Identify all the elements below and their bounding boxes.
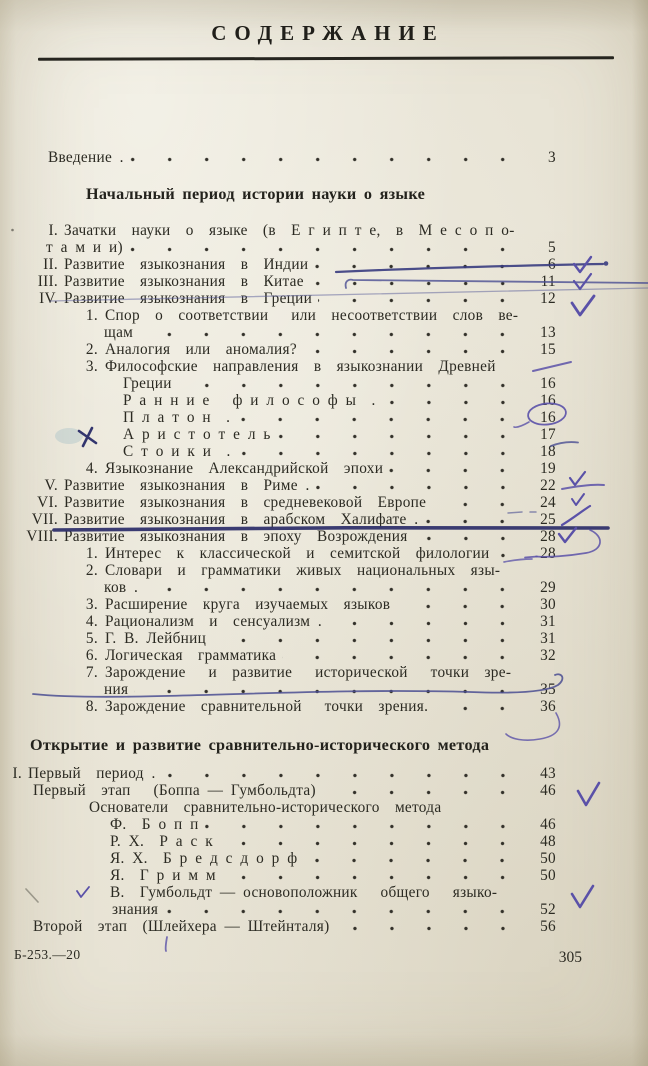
toc-entry-page: 12 bbox=[540, 290, 556, 307]
toc-entry bbox=[0, 256, 556, 273]
dot-leader bbox=[310, 281, 512, 286]
toc-entry-title: Р. Х. Р а с к bbox=[110, 833, 213, 850]
toc-entry bbox=[0, 477, 556, 494]
toc-entry-title: щам bbox=[104, 324, 134, 341]
toc-entry bbox=[0, 409, 556, 426]
toc-entry bbox=[0, 239, 556, 256]
toc-intro-entry bbox=[0, 149, 556, 166]
toc-entry bbox=[0, 901, 556, 918]
toc-entry-title: Первый этап (Боппа — Гумбольдта) bbox=[33, 782, 316, 799]
toc-entry-page: 48 bbox=[540, 833, 556, 850]
toc-entry-title: Я. Г р и м м bbox=[110, 867, 216, 884]
toc-entry-title: Рационализм и сенсуализм . bbox=[105, 613, 323, 630]
toc-entry-number: 8. bbox=[85, 698, 98, 715]
toc-entry-number: 2. bbox=[85, 562, 98, 579]
print-code: Б-253.—20 bbox=[14, 947, 81, 962]
toc-entry-title: Развитие языкознания в Греции bbox=[64, 290, 313, 307]
dot-leader bbox=[144, 587, 512, 592]
toc-entry bbox=[0, 884, 556, 901]
toc-entry-title: Словари и грамматики живых национальных язы- bbox=[105, 562, 501, 579]
toc-entry-page: 32 bbox=[540, 647, 556, 664]
dot-leader bbox=[237, 451, 512, 456]
dot-leader bbox=[496, 553, 512, 558]
toc-entry bbox=[0, 341, 556, 358]
toc-entry-number: 4. bbox=[85, 460, 98, 477]
toc-entry-title: Развитие языкознания в арабском Халифате . bbox=[64, 511, 419, 528]
toc-entry bbox=[0, 494, 556, 511]
toc-entry-title: Аналогия или аномалия? bbox=[105, 341, 297, 358]
toc-entry bbox=[0, 324, 556, 341]
toc-entry-page: 11 bbox=[540, 273, 556, 290]
dot-leader bbox=[134, 689, 512, 694]
toc-entry-page: 28 bbox=[540, 545, 556, 562]
toc-entry-title: Развитие языкознания в Китае bbox=[64, 273, 304, 290]
toc-entry-title: Развитие языкознания в средневековой Европе bbox=[64, 494, 427, 511]
toc-entry-title: Основатели сравнительно-исторического метода bbox=[89, 799, 442, 816]
toc-entry-number: 1. bbox=[85, 545, 98, 562]
pen-check-page28 bbox=[559, 528, 576, 542]
toc-entry-number: I. bbox=[48, 222, 58, 239]
dot-leader bbox=[222, 875, 512, 880]
toc-entry bbox=[0, 443, 556, 460]
pen-check-page12 bbox=[572, 296, 594, 315]
toc-entry-page: 22 bbox=[540, 477, 556, 494]
pen-check-page11 bbox=[574, 274, 591, 289]
dot-leader bbox=[318, 298, 512, 303]
toc-entry bbox=[0, 579, 556, 596]
toc-entry-title: Развитие языкознания в Индии bbox=[64, 256, 309, 273]
dot-leader bbox=[236, 417, 512, 422]
pen-check-page24 bbox=[572, 494, 584, 505]
dot-leader bbox=[178, 383, 512, 388]
dot-leader bbox=[139, 332, 512, 337]
toc-entry-page: 43 bbox=[540, 765, 556, 782]
toc-entry-page: 29 bbox=[540, 579, 556, 596]
toc-entry-title: ков . bbox=[104, 579, 139, 596]
toc-entry bbox=[0, 647, 556, 664]
dot-leader bbox=[432, 502, 512, 507]
dot-leader bbox=[277, 434, 512, 439]
toc-entry bbox=[0, 375, 556, 392]
toc-entry bbox=[0, 816, 556, 833]
toc-entry-number: V. bbox=[44, 477, 58, 494]
page-title: СОДЕРЖАНИЕ bbox=[211, 21, 445, 45]
toc-entry-title: т а м и и) bbox=[46, 239, 123, 256]
dot-leader bbox=[129, 247, 512, 252]
toc-entry bbox=[0, 765, 556, 782]
toc-entry bbox=[0, 545, 556, 562]
toc-entry-title: А р и с т о т е л ь bbox=[123, 426, 271, 443]
toc-entry-number: VIII. bbox=[26, 528, 58, 545]
pen-check-page52 bbox=[572, 886, 593, 907]
toc-entry-title: Зачатки науки о языке (в Е г и п т е, в М е с о п о- bbox=[64, 222, 515, 239]
pen-underline-blob bbox=[604, 261, 609, 266]
toc-entry-number: 1. bbox=[85, 307, 98, 324]
toc-entry-title: В. Гумбольдт — основоположник общего языко- bbox=[110, 884, 498, 901]
pen-check-page6 bbox=[574, 257, 591, 272]
toc-entry-title: Языкознание Александрийской эпохи bbox=[105, 460, 384, 477]
toc-entry-page: 28 bbox=[540, 528, 556, 545]
pen-stroke-page22 bbox=[562, 485, 604, 489]
toc-entry-title: Я. Х. Б р е д с д о р ф bbox=[110, 850, 298, 867]
toc-entry-title: Г. В. Лейбниц bbox=[105, 630, 207, 647]
toc-entry-title: Зарождение и развитие исторической точки зре- bbox=[105, 664, 512, 681]
toc-entry-page: 16 bbox=[540, 392, 556, 409]
toc-entry bbox=[0, 681, 556, 698]
toc-entry-page: 25 bbox=[540, 511, 556, 528]
pen-check-page22 bbox=[570, 472, 585, 485]
toc-entry-title: ния bbox=[104, 681, 129, 698]
toc-entry-page: 16 bbox=[540, 409, 556, 426]
toc-entry-number: VII. bbox=[31, 511, 58, 528]
toc-entry-title: Второй этап (Шлейхера — Штейнталя) bbox=[33, 918, 330, 935]
dot-leader bbox=[212, 638, 512, 643]
toc-entry bbox=[0, 290, 556, 307]
toc-entry bbox=[0, 307, 556, 324]
dot-leader bbox=[303, 858, 512, 863]
toc-entry-title: Развитие языкознания в Риме . bbox=[64, 477, 310, 494]
toc-entry bbox=[0, 918, 556, 935]
toc-entry bbox=[0, 613, 556, 630]
toc-entry-page: 46 bbox=[540, 782, 556, 799]
toc-entry-page: 52 bbox=[540, 901, 556, 918]
toc-entry-title: Зарождение сравнительной точки зрения. bbox=[105, 698, 429, 715]
toc-entry bbox=[0, 630, 556, 647]
toc-entry bbox=[0, 833, 556, 850]
toc-entry-page: 56 bbox=[540, 918, 556, 935]
dot-leader bbox=[434, 706, 512, 711]
toc-entry-number: 3. bbox=[85, 596, 98, 613]
toc-entry-page: 13 bbox=[540, 324, 556, 341]
toc-entry bbox=[0, 782, 556, 799]
toc-entry-page: 31 bbox=[540, 613, 556, 630]
toc-entry-page: 31 bbox=[540, 630, 556, 647]
toc-entry-title: Введение . bbox=[48, 149, 124, 166]
dot-leader bbox=[219, 841, 512, 846]
pen-slash-page25 bbox=[562, 506, 590, 525]
toc-entry bbox=[0, 511, 556, 528]
dot-leader bbox=[303, 349, 512, 354]
dot-leader bbox=[322, 790, 512, 795]
toc-entry bbox=[0, 273, 556, 290]
toc-entry-number: IV. bbox=[39, 290, 58, 307]
toc-entry bbox=[0, 698, 556, 715]
toc-entry-title: Интерес к классической и семитской филологии bbox=[105, 545, 490, 562]
toc-entry-title: Ф. Б о п п bbox=[110, 816, 199, 833]
page-number: 305 bbox=[558, 949, 582, 966]
toc-entry bbox=[0, 460, 556, 477]
toc-entry bbox=[0, 596, 556, 613]
toc-entry-title: Философские направления в языкознании Древней bbox=[105, 358, 496, 375]
toc-entry bbox=[0, 528, 556, 545]
toc-entry-number: 3. bbox=[85, 358, 98, 375]
toc-entry bbox=[0, 562, 556, 579]
toc-entry-page: 30 bbox=[540, 596, 556, 613]
toc-entry-page: 50 bbox=[540, 867, 556, 884]
toc-entry-number: III. bbox=[37, 273, 58, 290]
dot-leader bbox=[389, 468, 512, 473]
toc-entry bbox=[0, 358, 556, 375]
toc-entry-title: Логическая грамматика bbox=[105, 647, 277, 664]
toc-entry-number: 4. bbox=[85, 613, 98, 630]
toc-entry-number: II. bbox=[43, 256, 58, 273]
toc-entry-page: 18 bbox=[540, 443, 556, 460]
toc-entry-title: знания bbox=[112, 901, 159, 918]
toc-entry bbox=[0, 850, 556, 867]
toc-entry-number: 5. bbox=[85, 630, 98, 647]
toc-entry bbox=[0, 392, 556, 409]
toc-entry-title: С т о и к и . bbox=[123, 443, 231, 460]
toc-entry-page: 3 bbox=[548, 149, 556, 166]
toc-entry-page: 17 bbox=[540, 426, 556, 443]
dot-leader bbox=[336, 926, 512, 931]
pen-check-page46 bbox=[578, 783, 599, 805]
toc-entry-title: Развитие языкознания в эпоху Возрождения bbox=[64, 528, 408, 545]
toc-entry bbox=[0, 867, 556, 884]
dot-leader bbox=[396, 604, 512, 609]
section-heading: Начальный период истории науки о языке bbox=[86, 185, 426, 203]
toc-entry-number: VI. bbox=[37, 494, 58, 511]
toc-entry-title: Первый период . bbox=[28, 765, 156, 782]
dot-leader bbox=[424, 519, 512, 524]
toc-entry bbox=[0, 799, 556, 816]
dot-leader bbox=[130, 157, 512, 162]
dot-leader bbox=[162, 773, 512, 778]
title-rule bbox=[38, 56, 614, 60]
pen-tick-vtoroj bbox=[166, 937, 167, 951]
toc-entry-page: 16 bbox=[540, 375, 556, 392]
toc-entry-number: 7. bbox=[85, 664, 98, 681]
toc-entry bbox=[0, 222, 556, 239]
toc-entry-page: 6 bbox=[548, 256, 556, 273]
dot-leader bbox=[316, 485, 512, 490]
dot-leader bbox=[282, 655, 512, 660]
dot-leader bbox=[205, 824, 512, 829]
toc-entry-number: 6. bbox=[85, 647, 98, 664]
toc-entry-title: Р а н н и е ф и л о с о ф ы . bbox=[123, 392, 376, 409]
toc-entry-page: 19 bbox=[540, 460, 556, 477]
toc-entry-page: 5 bbox=[548, 239, 556, 256]
toc-entry-page: 15 bbox=[540, 341, 556, 358]
toc-entry-title: П л а т о н . bbox=[123, 409, 231, 426]
section-heading: Открытие и развитие сравнительно-исторического метода bbox=[30, 736, 490, 754]
toc-entry-title: Спор о соответствии или несоответствии слов ве- bbox=[105, 307, 519, 324]
toc-entry-page: 36 bbox=[540, 698, 556, 715]
toc-entry bbox=[0, 664, 556, 681]
toc-entry-title: Расширение круга изучаемых языков bbox=[105, 596, 391, 613]
toc-entry-title: Греции bbox=[123, 375, 172, 392]
toc-entry-page: 46 bbox=[540, 816, 556, 833]
dot-leader bbox=[314, 264, 512, 269]
toc-entry-page: 50 bbox=[540, 850, 556, 867]
dot-leader bbox=[414, 536, 512, 541]
toc-entry-page: 35 bbox=[540, 681, 556, 698]
toc-entry bbox=[0, 426, 556, 443]
dot-leader bbox=[328, 621, 512, 626]
table-of-contents bbox=[0, 149, 556, 935]
toc-entry-page: 24 bbox=[540, 494, 556, 511]
toc-entry-number: I. bbox=[12, 765, 22, 782]
dot-leader bbox=[164, 909, 512, 914]
dot-leader bbox=[382, 400, 512, 405]
toc-entry-number: 2. bbox=[85, 341, 98, 358]
